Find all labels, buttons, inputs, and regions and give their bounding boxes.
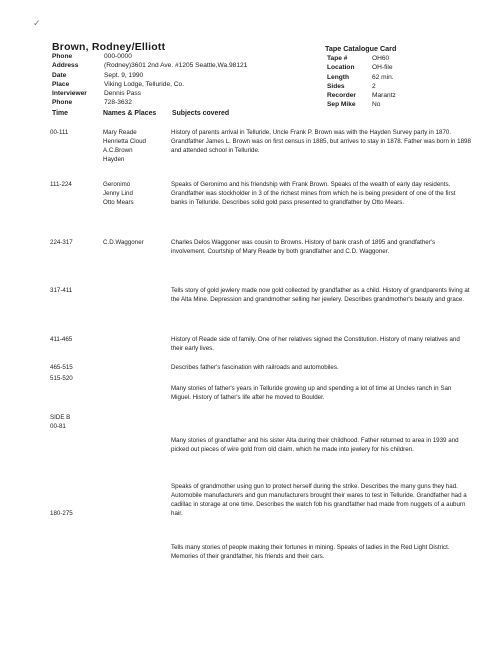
entry-text: Speaks of grandmother using gun to protect herself during the strike. Describes the many guns they had. Automobile manufacturers and gun manufacturers brought their wares to test in Telluride. Grandfather had a cadillac in storage at one time. Describes the watch fob his grandfather had made from nuggets of a auburn hair. <box>171 483 467 517</box>
field-label: Interviewer <box>52 90 87 98</box>
field-label: Address <box>52 62 79 70</box>
field-label: Tape # <box>327 55 348 62</box>
entry-text: History of parents arrival in Telluride. Uncle Frank P. Brown was with the Hayden Survey party in 1870. Grandfather James L. Brown was on first census in 1885, but arrives to stay in 1878. Father was born in 1898 and attended school in Telluride. <box>171 129 471 154</box>
field-value: Sept. 9, 1990 <box>104 71 144 79</box>
field-label: Phone <box>52 99 73 107</box>
field-value: Marantz <box>372 92 396 100</box>
field-value: Viking Lodge, Telluride, Co. <box>104 80 185 88</box>
field-phone <box>52 52 247 61</box>
field-sep-mike <box>327 100 396 109</box>
column-header-names: Names & Places <box>103 110 157 117</box>
name-item: Geronimo <box>103 181 131 188</box>
entry-time: 465-515 <box>50 364 73 371</box>
field-value: 000-0000 <box>104 53 132 60</box>
field-label: Sides <box>327 82 345 90</box>
entry-text: Many stories of grandfather and his sister Alta during their childhood. Father returned to area in 1939 and picked out pieces of wire gold from old claim, which he made into jewlery for his children. <box>171 437 459 453</box>
entry-text: Many stories of father's years in Telluride growing up and spending a lot of time at Uncles ranch in San Miguel. History of father's life after he moved to Boulder. <box>171 385 452 401</box>
field-label: Sep Mike <box>327 101 356 109</box>
field-label: Length <box>327 73 349 81</box>
field-sides <box>327 82 396 91</box>
entry-names <box>103 128 173 164</box>
left-fields <box>52 52 247 108</box>
field-value: 2 <box>372 82 376 90</box>
entry-text: Speaks of Geronimo and his friendship with Frank Brown. Speaks of the wealth of early day residents. Grandfather was stockholder in 3 of the richest mines from which he is being president of one of the first banks in Telluride. Describes solid gold pass presented to grandfather by Otto Mears. <box>171 181 456 206</box>
side-label: SIDE B <box>50 414 71 421</box>
field-length <box>327 73 396 82</box>
interviewee-name: Brown, Rodney/Elliott <box>52 41 166 53</box>
entry-time: 317-411 <box>50 287 73 294</box>
card-title: Tape Catalogue Card <box>325 44 397 53</box>
entry-text: Describes father's fascination with railroads and automobiles. <box>171 364 339 371</box>
name-item: Mary Reade <box>103 129 137 136</box>
entry-time: 411-465 <box>50 336 73 343</box>
name-item: Otto Mears <box>103 199 134 206</box>
entry-text: Charles Delos Waggoner was cousin to Browns. History of bank crash of 1895 and grandfather's involvement. Courtship of Mary Reade by both grandfather and C.D. Waggoner. <box>171 239 436 255</box>
entry-text: History of Reade side of family. One of her relatives signed the Constitution. History of many relatives and their early lives. <box>171 336 460 352</box>
field-label: Recorder <box>327 92 356 100</box>
field-interviewer-phone <box>52 98 247 107</box>
field-value: OH60 <box>372 55 390 62</box>
entry-time: 180-275 <box>50 510 73 517</box>
field-tape-number <box>327 54 396 63</box>
field-label: Location <box>327 64 355 72</box>
field-date <box>52 71 247 80</box>
field-value: OH-file <box>372 64 393 72</box>
entry-names <box>103 238 173 247</box>
name-item: C.D.Waggoner <box>103 239 144 246</box>
entry-time: 515-520 <box>50 375 73 382</box>
name-item: Henrietta Cloud <box>103 138 146 145</box>
entry-text: Tells many stories of people making their fortunes in mining. Speaks of ladies in the Red Light District. Memories of their grandfather, his friends and their cars. <box>171 544 450 560</box>
field-label: Phone <box>52 53 73 60</box>
field-value: (Rodney)3601 2nd Ave. #1205 Seattle,Wa.98121 <box>104 62 248 70</box>
field-location <box>327 63 396 72</box>
name-item: Jenny Lind <box>103 190 133 197</box>
field-label: Date <box>52 71 67 79</box>
name-item: A.C.Brown <box>103 147 133 154</box>
field-place <box>52 80 247 89</box>
name-item: Hayden <box>103 156 125 163</box>
entry-time: 00-111 <box>50 129 69 136</box>
field-address <box>52 61 247 70</box>
right-fields <box>327 54 396 110</box>
column-header-time: Time <box>52 110 68 117</box>
entry-names <box>103 180 173 207</box>
field-value: 728-3632 <box>104 99 132 107</box>
field-label: Place <box>52 80 70 88</box>
entry-time: 00-81 <box>50 423 66 430</box>
field-interviewer <box>52 89 247 98</box>
entry-text: Tells story of gold jewlery made now gold collected by grandfather as a child. History of grandparents living at the Alta Mine. Depression and grandmother selling her jewlery. Describes grandmother's beauty and grace. <box>171 287 470 303</box>
corner-mark: ✓ <box>33 18 41 28</box>
field-recorder <box>327 91 396 100</box>
field-value: No <box>372 101 381 109</box>
field-value: 62 min. <box>372 73 394 81</box>
column-header-subjects: Subjects covered <box>172 110 230 117</box>
field-value: Dennis Pass <box>104 90 142 98</box>
entry-time: 111-224 <box>50 181 72 188</box>
entry-time: 224-317 <box>50 239 73 246</box>
